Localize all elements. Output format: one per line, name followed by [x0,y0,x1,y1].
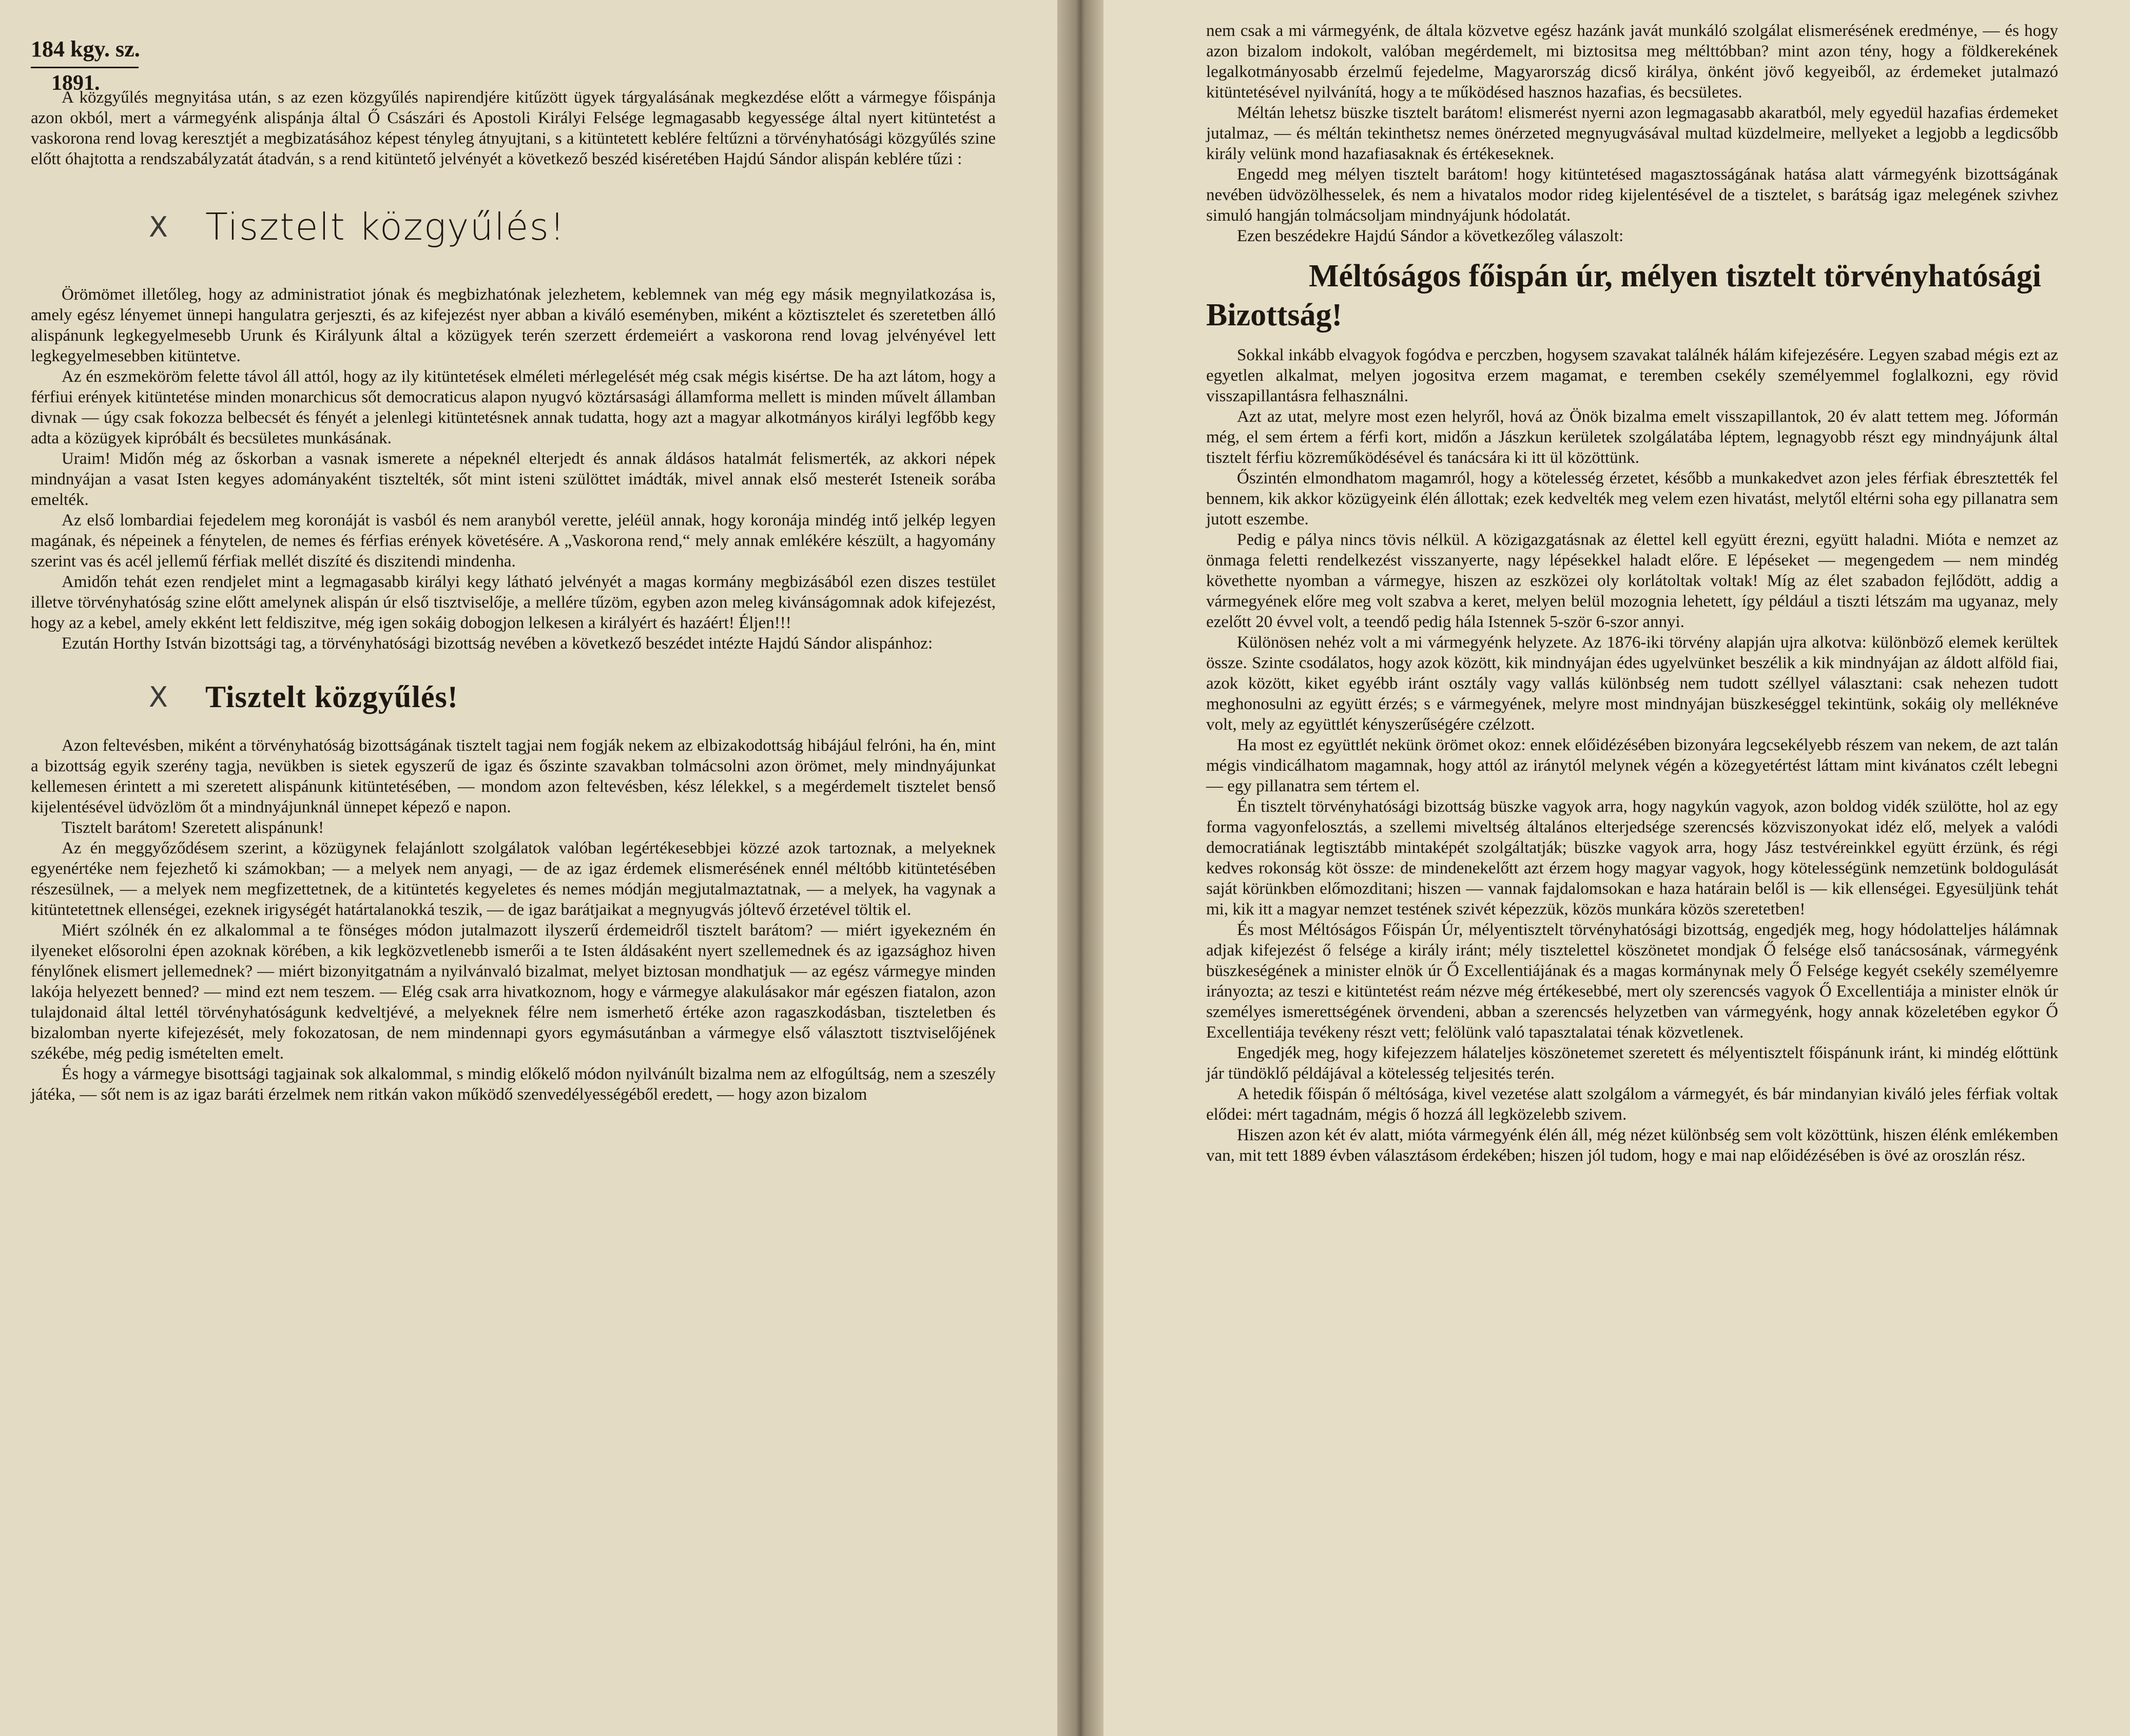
header-rule [31,67,139,68]
margin-mark: X [149,681,168,713]
reply-paragraph: nem csak a mi vármegyénk, de általa közvetve egész hazánk javát munkáló szolgálat elismerésének eredménye, — és hogy azon bizalom indokolt, valóban megérdemelt, mi biztositsa meg mélttóbban? mint azon tény, hogy a földkerekének legalkotmányosabb érzelmű fejedelme, Magyarország dicső királya, önként jövő kegyeiből, az érdemeket jutalmazó kitüntetésével nyilvánítá, hogy a te működésed hasznos hazafias, és becsületes. [1206,22,2058,102]
margin-mark: X [149,210,168,243]
speech2-paragraph: Miért szólnék én ez alkalommal a te fönséges módon jutalmazott ilyszerű érdemeidről tisztelt barátom? — miért igyekezném én ilyeneket elősorolni épen azoknak körében, a kik legközvetlenebb ismerői a te Isten áldásaként nyert szellemednek és az igazsághoz hiven fénylőnek elismert jellemednek? — miért bizonyitgatnám a nyilvánvaló bizalmat, melyet biztosan mondhatjuk — az egész vármegye minden lakója helyezett benned? — mind ezt nem teszem. — Elég csak arra hivatkoznom, hogy e vármegye alakulásakor már egészen fiatalon, azon tulajdonaid által lettél törvényhatóságunk kedveltjévé, a melyeknek félre nem ismerhető értéke azon ragaszkodásban, tiszteletben és bizalomban nyerte kifejezését, mely fokozatosan, de nem mindennapi gyors egymásutánban a vármegye első választott tisztviselőjének székébe, még pedig ismételten emelt. [31,921,996,1063]
speech1-paragraph: Amidőn tehát ezen rendjelet mint a legmagasabb királyi kegy látható jelvényét a magas kormány megbizásából ezen diszes testület illetve törvényhatóság szine előtt amelynek alispán úr első tisztviselője, a mellére tűzöm, egyben azon meleg kivánságomnak adok kifejezést, hogy az a kebel, amely ekként lett feldiszitve, még igen sokáig dobogjon lelkesen a királyért és hazáért! Éljen!!! [31,573,996,632]
right-column [1206,21,2058,1166]
reply-paragraph: Pedig e pálya nincs tövis nélkül. A közigazgatásnak az élettel kell együtt érezni, együtt haladni. Mióta e nemzet az önmaga feletti rendelkezést visszanyerte, nagy lépésekkel haladt előre. E lépéseket — megengedem — nem mindég követhette nyomban a vármegye, hiszen az eszközei oly korlátoltak voltak! Míg az élet szabadon fejlődött, addig a vármegyének előre meg volt szabva a keret, melyen belül mozognia lehetett, így például a tiszti létszám ma ugyanaz, mely ezelőtt 20 évvel volt, a teendő pedig hála Istennek 5-ször 6-szor annyi. [1206,531,2058,631]
reply-paragraph: Azt az utat, melyre most ezen helyről, hová az Önök bizalma emelt visszapillantok, 20 év alatt tettem meg. Jóformán még, el sem értem a férfi kort, midőn a Jászkun kerületek szolgálatába léptem, legnagyobb részt egy mindnyájunk által tisztelt férfiu közreműködésével és tanácsára ki itt ül közöttünk. [1206,407,2058,467]
right-page [1103,0,2130,1736]
intro-paragraph: A közgyűlés megnyitása után, s az ezen közgyűlés napirendjére kitűzött ügyek tárgyalásának megkezdése előtt a vármegye főispánja azon okból, mert a vármegyénk alispánja által Ő Császári és Apostoli Királyi Felsége legmagasabb kegyessége által nyert kitüntetést a vaskorona rend lovag keresztjét a megbizatásához képest tényleg átnyujtani, s a kitüntetett keblére feltűzni a törvényhatósági közgyűlés szine előtt óhajtotta a rendszabályzatát átadván, s a rend kitüntető jelvényét a következő beszéd kiséretében Hajdú Sándor alispán keblére tűzi : [31,88,996,168]
page-year: 1891. [51,71,100,95]
page-header [31,36,996,95]
speech1-paragraph: Ezután Horthy István bizottsági tag, a törvényhatósági bizottság nevében a következő beszédet intézte Hajdú Sándor alispánhoz: [62,634,933,653]
speech1-heading: Tisztelt közgyűlés! [205,205,566,248]
page-number: 184 kgy. sz. [31,36,140,62]
reply-paragraph: Különösen nehéz volt a mi vármegyénk helyzete. Az 1876-iki törvény alapján ujra alkotva: különböző elemek kerültek össze. Szinte csodálatos, hogy azok között, kik mindnyájan édes ugyelvünket beszélik a kik mindnyájan az áldott alföld fiai, azok között, kiket egyébb iránt osztály vagy vallás különbség nem tudott széllyel választani: csak nehezen tudott meghonosulni az együtt érzés; s e vármegyének, melyre most mindnyájan büszkeséggel tekintünk, sokáig oly melléknéve volt, mely az együttlét kényszerűségére czélzott. [1206,633,2058,734]
left-column [31,87,996,1105]
speech1-title [149,205,996,248]
speech1-paragraph: Örömömet illetőleg, hogy az administratiot jónak és megbizhatónak jelezhetem, keblemnek van még egy másik megnyilatkozása is, amely egész lényemet ünnepi hangulatra gerjeszti, és az kifejezést nyer abban a kiváló eseményben, miként a köztisztelet és szeretetben álló alispánunk legkegyelmesebb Urunk és Királyunk által a közügyek terén szerzett érdemeiért a vaskorona rend lovag jelvényével lett legkegyelmesebben kitüntetve. [31,285,996,365]
book-gutter [1057,0,1103,1736]
speech1-paragraph: Az első lombardiai fejedelem meg koronáját is vasból és nem aranyból verette, jeléül annak, hogy koronája mindég intő jelkép legyen magának, és népeinek a fénytelen, de nemes és férfias erények követésére. A „Vaskorona rend,“ mely annak emlékére készült, a hagyomány szerint vas és acél jellemű férfiak mellét diszíté és diszitendi mindenha. [31,511,996,571]
reply-paragraph: Engedjék meg, hogy kifejezzem hálateljes köszönetemet szeretett és mélyentisztelt főispánunk iránt, ki mindég előttünk jár tündöklő példájával a kötelesség teljesités terén. [1206,1044,2058,1083]
speech1-paragraph: Uraim! Midőn még az őskorban a vasnak ismerete a népeknél elterjedt és annak áldásos hatalmát felismerték, az akkori népek mindnyájan a vasat Isten kegyes adományaként tisztelték, sőt mint isteni szülöttet imádták, mivel annak első mesterét Isteneik sorába emelték. [31,450,996,509]
speech2-paragraph: Azon feltevésben, miként a törvényhatóság bizottságának tisztelt tagjai nem fogják nekem az elbizakodottság hibájául felróni, ha én, mint a bizottság egyik szerény tagja, nevükben is sietek egyszerű de igaz és őszinte szavakban tolmácsolni azon örömet, mely mindnyájunkat kellemesen érintett a mi szeretett alispánunk kitüntetésében, — mondom azon feltevésben, kész lélekkel, s a megérdemelt tisztelet benső kijelentésével üdvözlöm őt a mindnyájunknál ünnepet képező e napon. [31,736,996,816]
speech2-paragraph: Az én meggyőződésem szerint, a közügynek felajánlott szolgálatok valóban legértékesebbjei közzé azok tartoznak, a melyeknek egyenértéke nem fejezhető ki számokban; — a melyek nem anyagi, — de az igaz érdemek elismerésének ennél méltóbb kitüntetésében részesülnek, — a melyek nem megfizettetnek, de a kitüntetés kegyeletes és nemes módján megjutalmaztatnak, — a melyek, ha vagynak a kitüntetettnek ellenségei, ezeknek irigységét határtalanokká teszik, — de igaz barátjaikat a megnyugvás jóltevő érzetével töltik el. [31,839,996,919]
reply-paragraph: Én tisztelt törvényhatósági bizottság büszke vagyok arra, hogy nagykún vagyok, azon boldog vidék szülötte, hol az egy forma vagyonfelosztás, a szellemi miveltség általános elterjedsége szerencsés közviszonyokat idéz elő, melyek a valódi democratiának legtisztább mintaképét szolgáltatják; büszke vagyok arra, hogy Jász testvéreinkkel együtt érzünk, és régi kedves rokonság köt össze: de mindenekelőtt azt érzem hogy magyar vagyok, hogy kötelességünk nemzetünk boldogulását saját körünkben előmozditani; hiszen — vannak fajdalomsokan e haza határain belől is — kik ellenségei. Egyesüljünk tehát mi, kik itt a magyar nemzet testének szivét képezzük, közös munkára közös szeretetben! [1206,797,2058,919]
reply-paragraph: Sokkal inkább elvagyok fogódva e perczben, hogysem szavakat találnék hálám kifejezésére. Legyen szabad mégis ezt az egyetlen alkalmat, melyen jogositva erzem magamat, e teremben csekély személyemmel foglalkozni, egy rövid visszapillantásra felhasználni. [1206,346,2058,405]
left-page [0,0,1057,1736]
reply-heading: Méltóságos főispán úr, mélyen tisztelt törvényhatósági Bizottság! [1206,259,2042,333]
reply-paragraph: Hiszen azon két év alatt, mióta vármegyénk élén áll, még nézet különbség sem volt közöttünk, hiszen élénk emlékemben van, mit tett 1889 évben választásom érdekében; hiszen jól tudom, hogy e mai nap előidézésében is övé az oroszlán rész. [1206,1126,2058,1165]
reply-paragraph: Méltán lehetsz büszke tisztelt barátom! elismerést nyerni azon legmagasabb akaratból, mely egyedül hazafias érdemeket jutalmaz, — és méltán tekinthetsz nemes önérzeted megnyugvásával multad küzdelmeire, mellyeket a legjobb a legdicsőbb király velünk mond hazafiasaknak és értékeseknek. [1206,104,2058,163]
reply-paragraph: Ha most ez együttlét nekünk örömet okoz: ennek előidézésében bizonyára legcsekélyebb részem van nekem, de azt talán mégis vindicálhatom magamnak, hogy attól az iránytól melynek végén a közegyetértést láttam mint kivánatos czélt lebegni — egy pillanatra sem tértem el. [1206,736,2058,795]
speech1-paragraph: Az én eszmeköröm felette távol áll attól, hogy az ily kitüntetések elméleti mérlegelését még csak mégis kisértse. De ha azt látom, hogy a férfiui erények kitüntetése minden monarchicus sőt democraticus alapon nyugvó köztársasági államforma mellett is minden művelt államban divnak — úgy csak fokozza belbecsét és fényét a jelenlegi kitüntetésnek annak tudatta, hogy azt a magyar alkotmányos királyi legfőbb kegy adta a közügyek kipróbált és becsületes munkásának. [31,367,996,447]
speech2-heading: Tisztelt közgyűlés! [205,680,458,714]
reply-paragraph: Engedd meg mélyen tisztelt barátom! hogy kitüntetésed magasztosságának hatása alatt vármegyénk bizottságának nevében üdvözölhesselek, és nem a hivatalos modor rideg kijelentésével de a tisztelet, s barátság igaz melegének szivhez simuló hangján tolmácsoljam mindnyájunk hódolatát. [1206,165,2058,225]
speech2-paragraph: Tisztelt barátom! Szeretett alispánunk! [62,818,324,837]
speech2-paragraph: És hogy a vármegye bisottsági tagjainak sok alkalommal, s mindig előkelő módon nyilvánúlt bizalma nem az elfogúltság, nem a szeszély játéka, — sőt nem is az igaz baráti érzelmek nem ritkán vakon működő szenvedélyességéből eredett, — hogy azon bizalom [31,1065,996,1104]
reply-paragraph: És most Méltóságos Főispán Úr, mélyentisztelt törvényhatósági bizottság, engedjék meg, hogy hódolatteljes hálámnak adjak kifejezést ő felsége a király iránt; mély tisztelettel köszönetet mondjak Ő felsége első tanácsosának, vármegyénk büszkeségének a minister elnök úr Ő Excellentiájának és a magas kormánynak mely Ő Felsége kegyét csekély személyemre irányozta; az teszi e kitüntetést reám nézve még értékesebbé, mert oly szerencsés vagyok Ő Excellentiája a minister elnök úr személyes ismerettségének örvendeni, abban a szerencsés helyzetben van vármegyénk, hogy annak közeletében egykor Ő Excellentiája tevékeny részt vett; felölünk való tapasztalatai ténak közvetlenek. [1206,921,2058,1042]
reply-paragraph: Őszintén elmondhatom magamról, hogy a kötelesség érzetet, később a munkakedvet azon jeles férfiak ébresztették fel bennem, kik akkor közügyeink élén állottak; ezek kedvelték meg velem ezen hivatást, melytől eltérni soha egy pillanatra sem jutott eszembe. [1206,469,2058,529]
speech2-title [149,679,996,715]
reply-paragraph: A hetedik főispán ő méltósága, kivel vezetése alatt szolgálom a vármegyét, és bár mindanyian kiváló jeles férfiak voltak elődei: mért tagadnám, mégis ő hozzá áll legközelebb szivem. [1206,1085,2058,1124]
reply-paragraph: Ezen beszédekre Hajdú Sándor a következőleg válaszolt: [1237,227,1624,245]
